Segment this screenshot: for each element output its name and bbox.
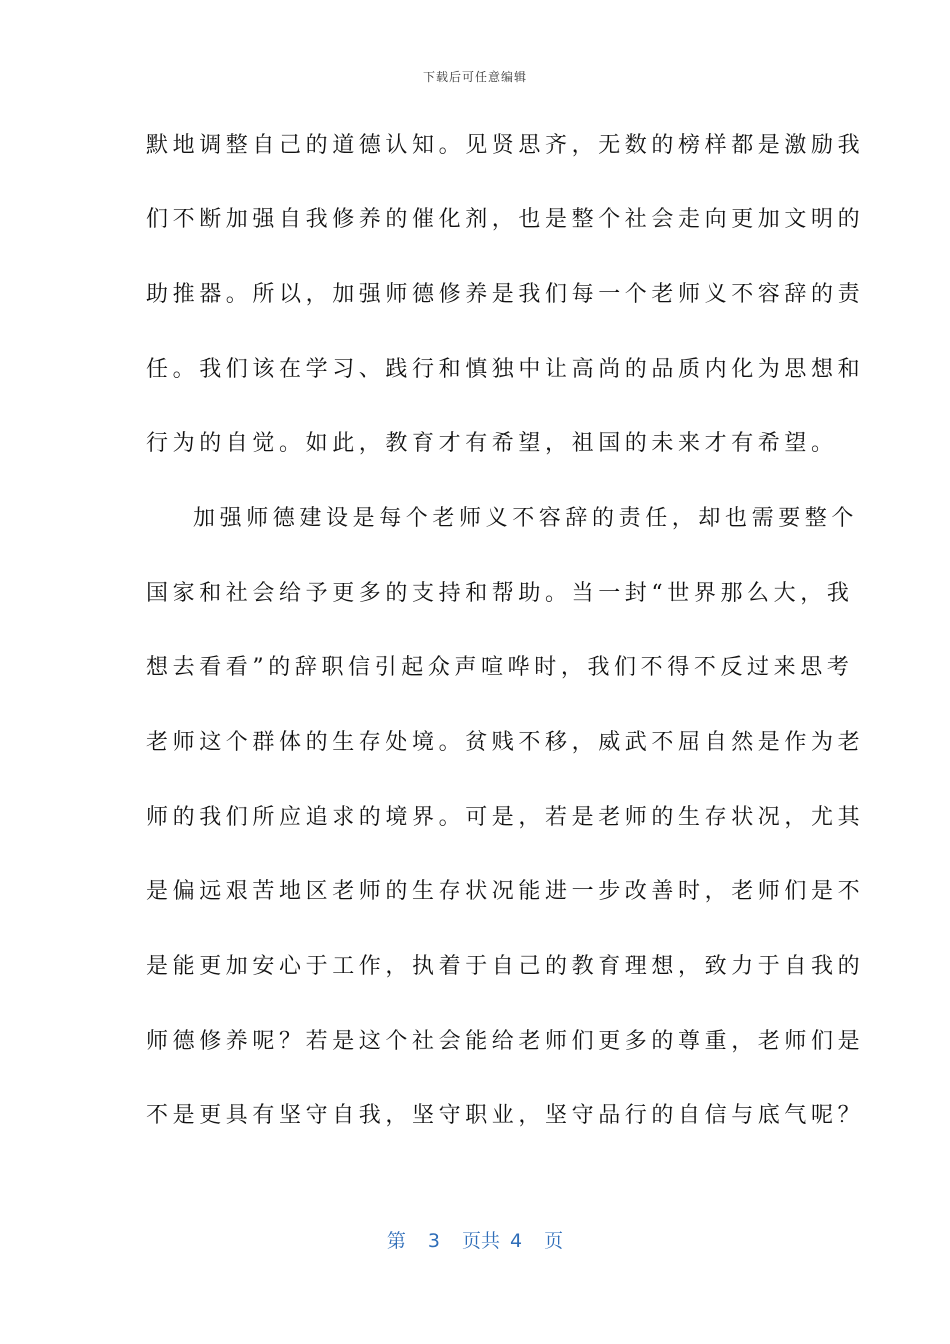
footer-total-pages: 4 — [510, 1230, 523, 1252]
text-line: 是能更加安心于工作，执着于自己的教育理想，致力于自我的 — [146, 954, 865, 979]
footer-ye-gong: 页共 — [461, 1230, 500, 1252]
footer-page-number: 3 — [427, 1230, 440, 1252]
text-line: 不是更具有坚守自我，坚守职业，坚守品行的自信与底气呢？ — [146, 1103, 865, 1128]
text-line: 想去看看”的辞职信引起众声喧哗时，我们不得不反过来思考 — [146, 655, 854, 680]
text-line: 是偏远艰苦地区老师的生存状况能进一步改善时，老师们是不 — [146, 879, 865, 904]
header-note: 下载后可任意编辑 — [422, 70, 527, 84]
page-footer — [0, 1226, 950, 1253]
paragraph-first-line: 加强师德建设是每个老师义不容辞的责任，却也需要整个 — [193, 506, 859, 531]
text-line: 老师这个群体的生存处境。贫贱不移，威武不屈自然是作为老 — [146, 730, 865, 755]
footer-ye: 页 — [544, 1230, 564, 1252]
text-line: 默地调整自己的道德认知。见贤思齐，无数的榜样都是激励我 — [146, 133, 865, 158]
footer-di: 第 — [386, 1230, 406, 1252]
text-line: 行为的自觉。如此，教育才有希望，祖国的未来才有希望。 — [146, 431, 838, 456]
text-line: 们不断加强自我修养的催化剂，也是整个社会走向更加文明的 — [146, 207, 865, 232]
text-line: 任。我们该在学习、践行和慎独中让高尚的品质内化为思想和 — [146, 357, 865, 382]
text-line: 助推器。所以，加强师德修养是我们每一个老师义不容辞的责 — [146, 282, 865, 307]
text-line: 国家和社会给予更多的支持和帮助。当一封“世界那么大，我 — [146, 581, 854, 606]
text-line: 师的我们所应追求的境界。可是，若是老师的生存状况，尤其 — [146, 805, 865, 830]
text-line: 师德修养呢？若是这个社会能给老师们更多的尊重，老师们是 — [146, 1029, 865, 1054]
